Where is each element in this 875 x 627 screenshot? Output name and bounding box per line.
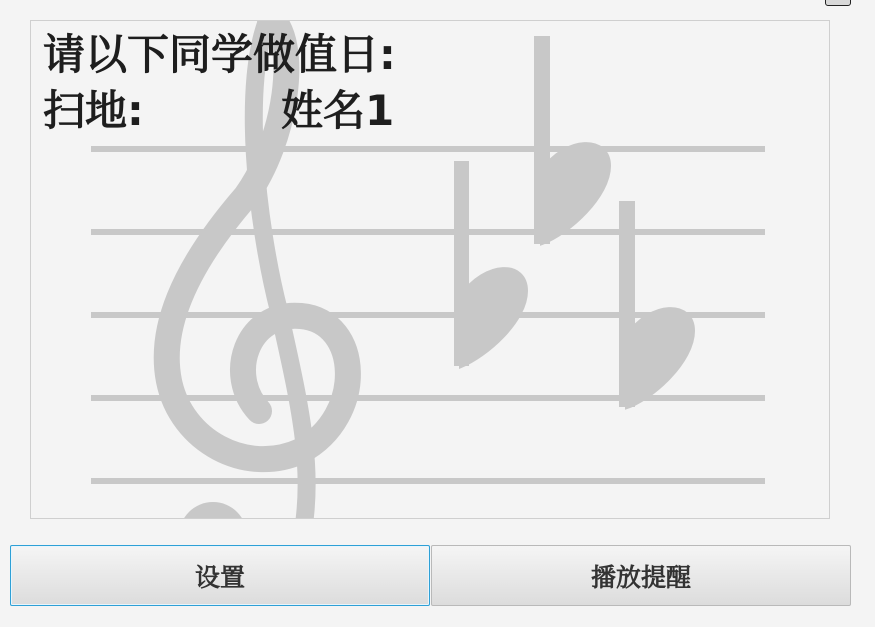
duty-notice — [43, 27, 396, 139]
window-corner-handle[interactable] — [825, 0, 851, 6]
flat-icon — [454, 161, 526, 366]
duty-row — [43, 83, 396, 139]
duty-task-label: 扫地: — [43, 86, 144, 135]
notice-panel — [30, 20, 830, 519]
flat-icon — [534, 36, 609, 244]
clef-tail-dot — [179, 502, 247, 519]
notice-heading: 请以下同学做值日: — [43, 30, 396, 79]
play-reminder-button[interactable]: 播放提醒 — [431, 545, 851, 606]
settings-button[interactable]: 设置 — [10, 545, 430, 606]
duty-student-name: 姓名1 — [281, 86, 395, 135]
